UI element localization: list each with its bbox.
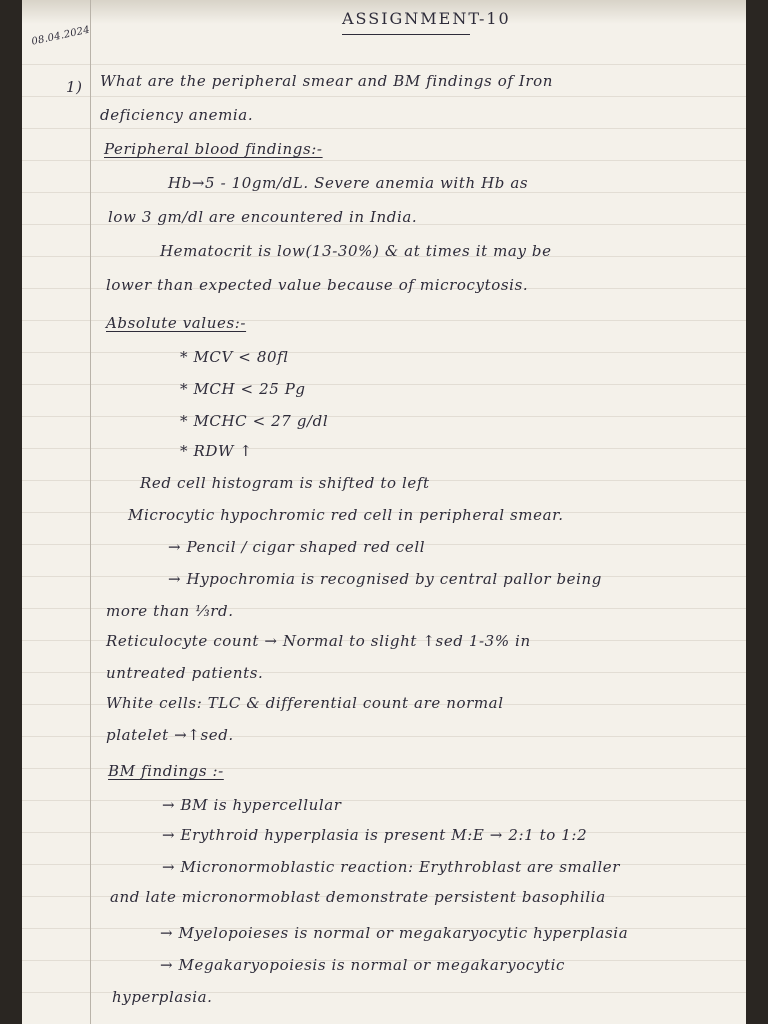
ruled-line	[22, 448, 746, 449]
reticulocyte-line-1: Reticulocyte count → Normal to slight ↑sed 1-3% in	[106, 632, 531, 650]
peripheral-heading: Peripheral blood findings:-	[104, 140, 323, 158]
date-label: 08.04.2024	[30, 24, 91, 48]
ruled-line	[22, 160, 746, 161]
ruled-line	[22, 128, 746, 129]
histogram-line: Red cell histogram is shifted to left	[140, 474, 430, 492]
hct-line-1: Hematocrit is low(13-30%) & at times it may be	[160, 242, 552, 260]
platelet-line: platelet →↑sed.	[106, 726, 234, 744]
ruled-line	[22, 64, 746, 65]
ruled-line	[22, 96, 746, 97]
margin-line	[90, 0, 91, 1024]
absolute-value-item: * MCV < 80fl	[180, 348, 289, 366]
hb-line-1: Hb→5 - 10gm/dL. Severe anemia with Hb as	[168, 174, 529, 192]
question-line-1: What are the peripheral smear and BM findings of Iron	[100, 72, 554, 90]
bm-heading: BM findings :-	[108, 762, 224, 780]
bm-erythroid-line: → Erythroid hyperplasia is present M:E → 2:1 to 1:2	[162, 826, 588, 844]
ruled-line	[22, 192, 746, 193]
page-title: ASSIGNMENT-10	[342, 9, 511, 28]
absolute-values-heading: Absolute values:-	[106, 314, 247, 332]
bm-hypercellular-line: → BM is hypercellular	[162, 796, 342, 814]
bm-megakaryopoiesis-line-1: → Megakaryopoiesis is normal or megakaryocytic	[160, 956, 565, 974]
question-line-2: deficiency anemia.	[100, 106, 254, 124]
bm-micronormoblastic-line-2: and late micronormoblast demonstrate persistent basophilia	[110, 888, 606, 906]
hypochromia-line-2: more than ⅓rd.	[106, 602, 234, 620]
hct-line-2: lower than expected value because of microcytosis.	[106, 276, 529, 294]
pencil-cell-line: → Pencil / cigar shaped red cell	[168, 538, 426, 556]
reticulocyte-line-2: untreated patients.	[106, 664, 264, 682]
bm-micronormoblastic-line-1: → Micronormoblastic reaction: Erythroblast are smaller	[162, 858, 620, 876]
ruled-line	[22, 416, 746, 417]
hb-line-2: low 3 gm/dl are encountered in India.	[108, 208, 418, 226]
question-number: 1)	[66, 78, 83, 96]
hypochromia-line-1: → Hypochromia is recognised by central pallor being	[168, 570, 603, 588]
absolute-value-item: * RDW ↑	[180, 442, 253, 460]
white-cells-line: White cells: TLC & differential count are normal	[106, 694, 504, 712]
ruled-line	[22, 352, 746, 353]
ruled-line	[22, 384, 746, 385]
absolute-value-item: * MCHC < 27 g/dl	[180, 412, 329, 430]
absolute-value-item: * MCH < 25 Pg	[180, 380, 306, 398]
bm-megakaryopoiesis-line-2: hyperplasia.	[112, 988, 213, 1006]
microcytic-line: Microcytic hypochromic red cell in peripheral smear.	[128, 506, 564, 524]
bm-myelopoiesis-line: → Myelopoieses is normal or megakaryocytic hyperplasia	[160, 924, 629, 942]
ruled-line	[22, 800, 746, 801]
title-underline	[342, 34, 470, 35]
